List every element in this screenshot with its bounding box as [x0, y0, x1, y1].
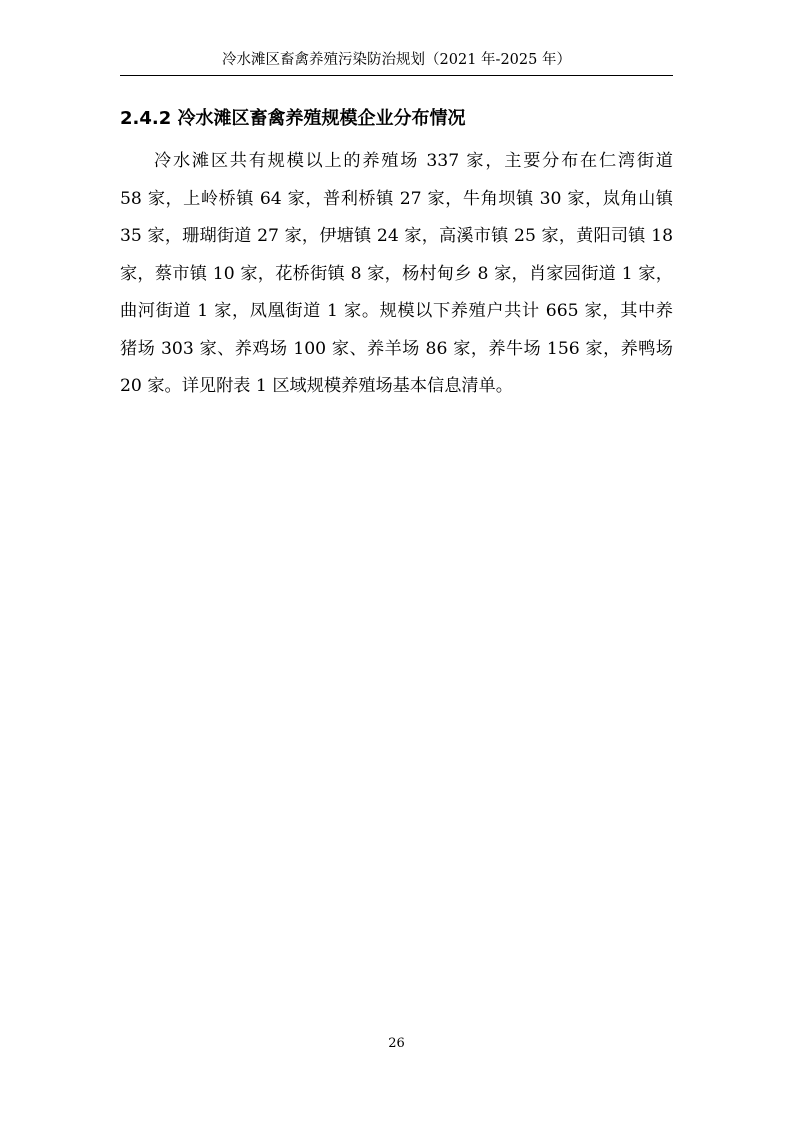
paragraph-line: 曲河街道 1 家，凤凰街道 1 家。规模以下养殖户共计 665 家，其中养 [120, 301, 673, 321]
paragraph-line: 58 家，上岭桥镇 64 家，普利桥镇 27 家，牛角坝镇 30 家，岚角山镇 [120, 188, 673, 209]
section-heading: 2.4.2 冷水滩区畜禽养殖规模企业分布情况 [120, 108, 466, 129]
paragraph-line: 猪场 303 家、养鸡场 100 家、养羊场 86 家，养牛场 156 家，养鸭场 [120, 338, 673, 359]
running-header: 冷水滩区畜禽养殖污染防治规划（2021 年-2025 年） [222, 52, 571, 68]
header-rule [120, 75, 673, 76]
body-paragraph [120, 143, 673, 406]
paragraph-line: 20 家。详见附表 1 区域规模养殖场基本信息清单。 [120, 376, 513, 396]
paragraph-line: 35 家，珊瑚街道 27 家，伊塘镇 24 家，高溪市镇 25 家，黄阳司镇 18 [120, 226, 673, 246]
paragraph-line: 家，蔡市镇 10 家，花桥街镇 8 家，杨村甸乡 8 家，肖家园街道 1 家， [120, 263, 673, 284]
page-number: 26 [388, 1036, 405, 1051]
paragraph-line: 冷水滩区共有规模以上的养殖场 337 家，主要分布在仁湾街道 [154, 151, 673, 171]
